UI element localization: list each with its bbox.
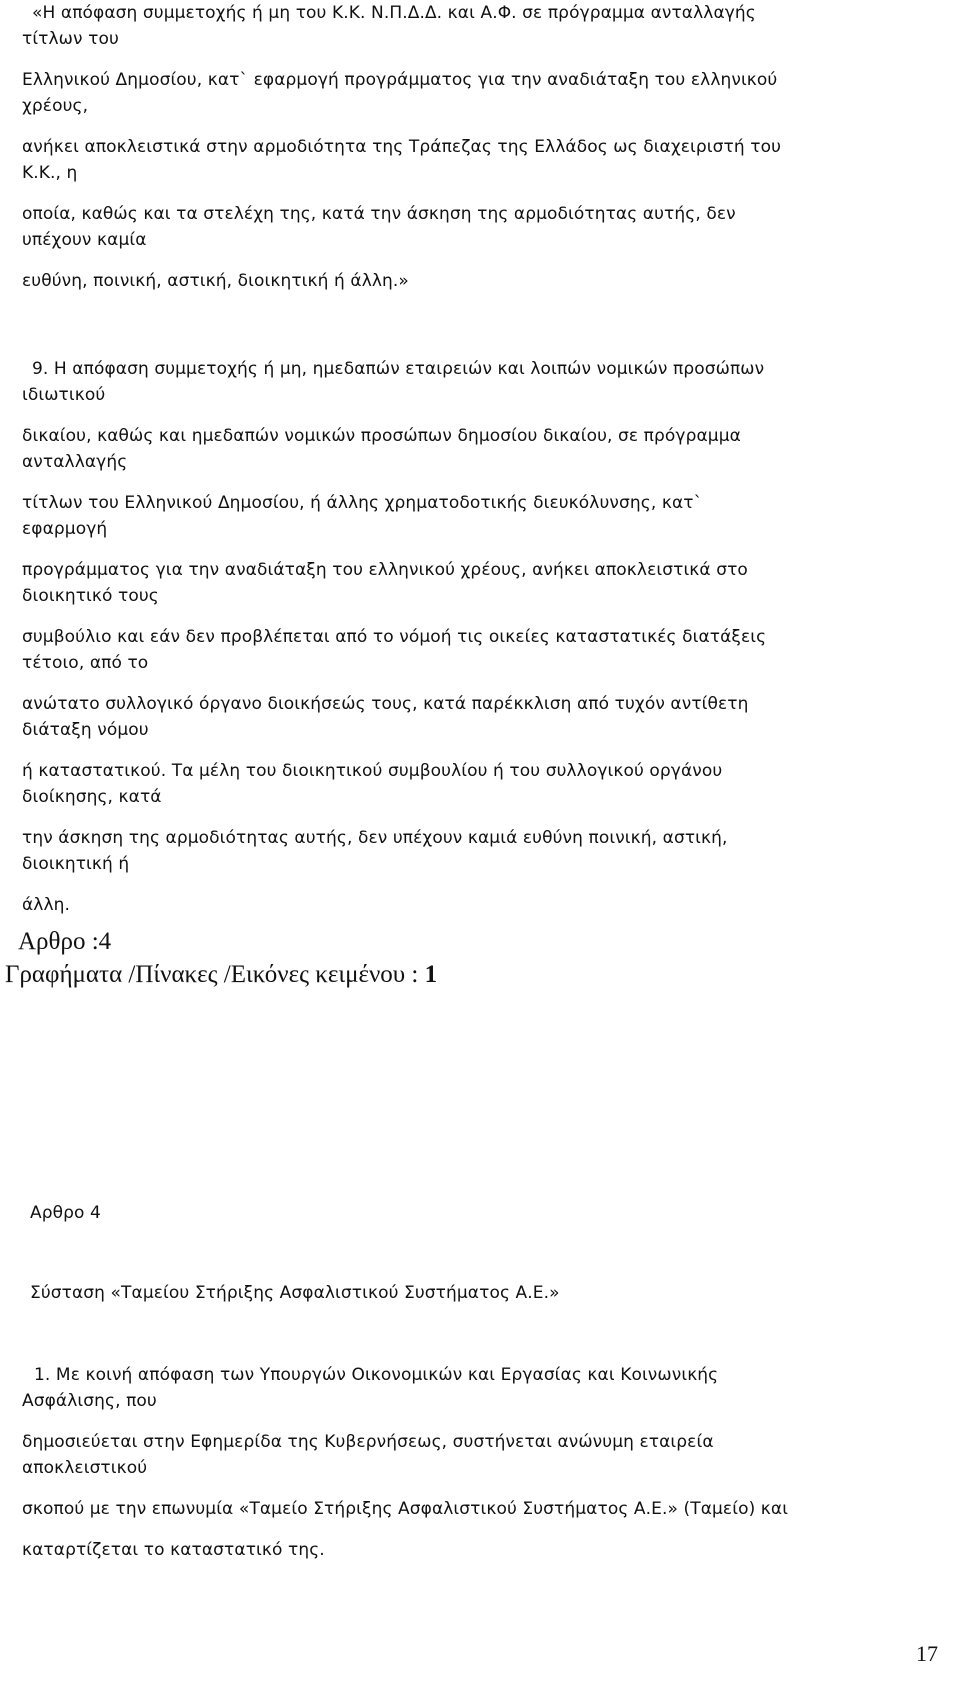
article-label: Αρθρο 4 (30, 1203, 101, 1223)
text-line: την άσκηση της αρμοδιότητας αυτής, δεν υπέχουν καμιά ευθύνη ποινική, αστική, (22, 828, 728, 848)
figures-count: 1 (424, 961, 438, 988)
text-line: τίτλων του Ελληνικού Δημοσίου, ή άλλης χρηματοδοτικής διευκόλυνσης, κατ` (22, 493, 703, 513)
article-heading: Αρθρο :4 (18, 928, 112, 955)
text-line: «Η απόφαση συμμετοχής ή μη του Κ.Κ. Ν.Π.Δ.Δ. και Α.Φ. σε πρόγραμμα ανταλλαγής (32, 3, 756, 23)
paragraph-quoted-provision (22, 0, 781, 294)
text-line: 9. Η απόφαση συμμετοχής ή μη, ημεδαπών εταιρειών και λοιπών νομικών προσώπων (32, 359, 765, 379)
text-line: ανώτατο συλλογικό όργανο διοικήσεώς τους, κατά παρέκκλιση από τυχόν αντίθετη (22, 694, 749, 714)
text-line: Κ.Κ., η (22, 163, 78, 183)
text-line: διοίκησης, κατά (22, 787, 162, 807)
text-line: τίτλων του (22, 29, 119, 49)
text-line: 1. Με κοινή απόφαση των Υπουργών Οικονομικών και Εργασίας και Κοινωνικής (34, 1365, 719, 1385)
text-line: Ασφάλισης, που (22, 1391, 157, 1411)
text-line: διάταξη νόμου (22, 720, 149, 740)
text-line: καταρτίζεται το καταστατικό της. (22, 1540, 325, 1560)
text-line: ευθύνη, ποινική, αστική, διοικητική ή άλλη.» (22, 271, 409, 291)
text-line: Ελληνικού Δημοσίου, κατ` εφαρμογή προγράμματος για την αναδιάταξη του ελληνικού (22, 70, 778, 90)
page-number: 17 (916, 1641, 938, 1666)
text-line: διοικητικό τους (22, 586, 159, 606)
text-line: προγράμματος για την αναδιάταξη του ελληνικού χρέους, ανήκει αποκλειστικά στο (22, 560, 748, 580)
text-line: ή καταστατικού. Τα μέλη του διοικητικού συμβουλίου ή του συλλογικού οργάνου (22, 761, 723, 781)
text-line: συμβούλιο και εάν δεν προβλέπεται από το νόμοή τις οικείες καταστατικές διατάξεις (22, 627, 767, 647)
text-line: δικαίου, καθώς και ημεδαπών νομικών προσώπων δημοσίου δικαίου, σε πρόγραμμα (22, 426, 741, 446)
figures-heading-text: Γραφήματα /Πίνακες /Εικόνες κειμένου : (5, 961, 425, 988)
figures-heading (5, 959, 437, 991)
text-line: εφαρμογή (22, 519, 108, 539)
text-line: δημοσιεύεται στην Εφημερίδα της Κυβερνήσεως, συστήνεται ανώνυμη εταιρεία (22, 1432, 714, 1452)
text-line: ιδιωτικού (22, 385, 106, 405)
text-line: ανταλλαγής (22, 452, 128, 472)
text-line: σκοπού με την επωνυμία «Ταμείο Στήριξης Ασφαλιστικού Συστήματος Α.Ε.» (Ταμείο) και (22, 1499, 789, 1519)
text-line: οποία, καθώς και τα στελέχη της, κατά την άσκηση της αρμοδιότητας αυτής, δεν (22, 204, 736, 224)
text-line: τέτοιο, από το (22, 653, 149, 673)
paragraph-1 (22, 1362, 788, 1563)
text-line: άλλη. (22, 895, 71, 915)
text-line: υπέχουν καμία (22, 230, 147, 250)
text-line: χρέους, (22, 96, 89, 116)
text-line: διοικητική ή (22, 854, 130, 874)
text-line: ανήκει αποκλειστικά στην αρμοδιότητα της Τράπεζας της Ελλάδος ως διαχειριστή του (22, 137, 782, 157)
text-line: αποκλειστικού (22, 1458, 148, 1478)
article-title: Σύσταση «Ταμείου Στήριξης Ασφαλιστικού Συστήματος Α.Ε.» (30, 1283, 560, 1303)
paragraph-9 (22, 356, 766, 918)
